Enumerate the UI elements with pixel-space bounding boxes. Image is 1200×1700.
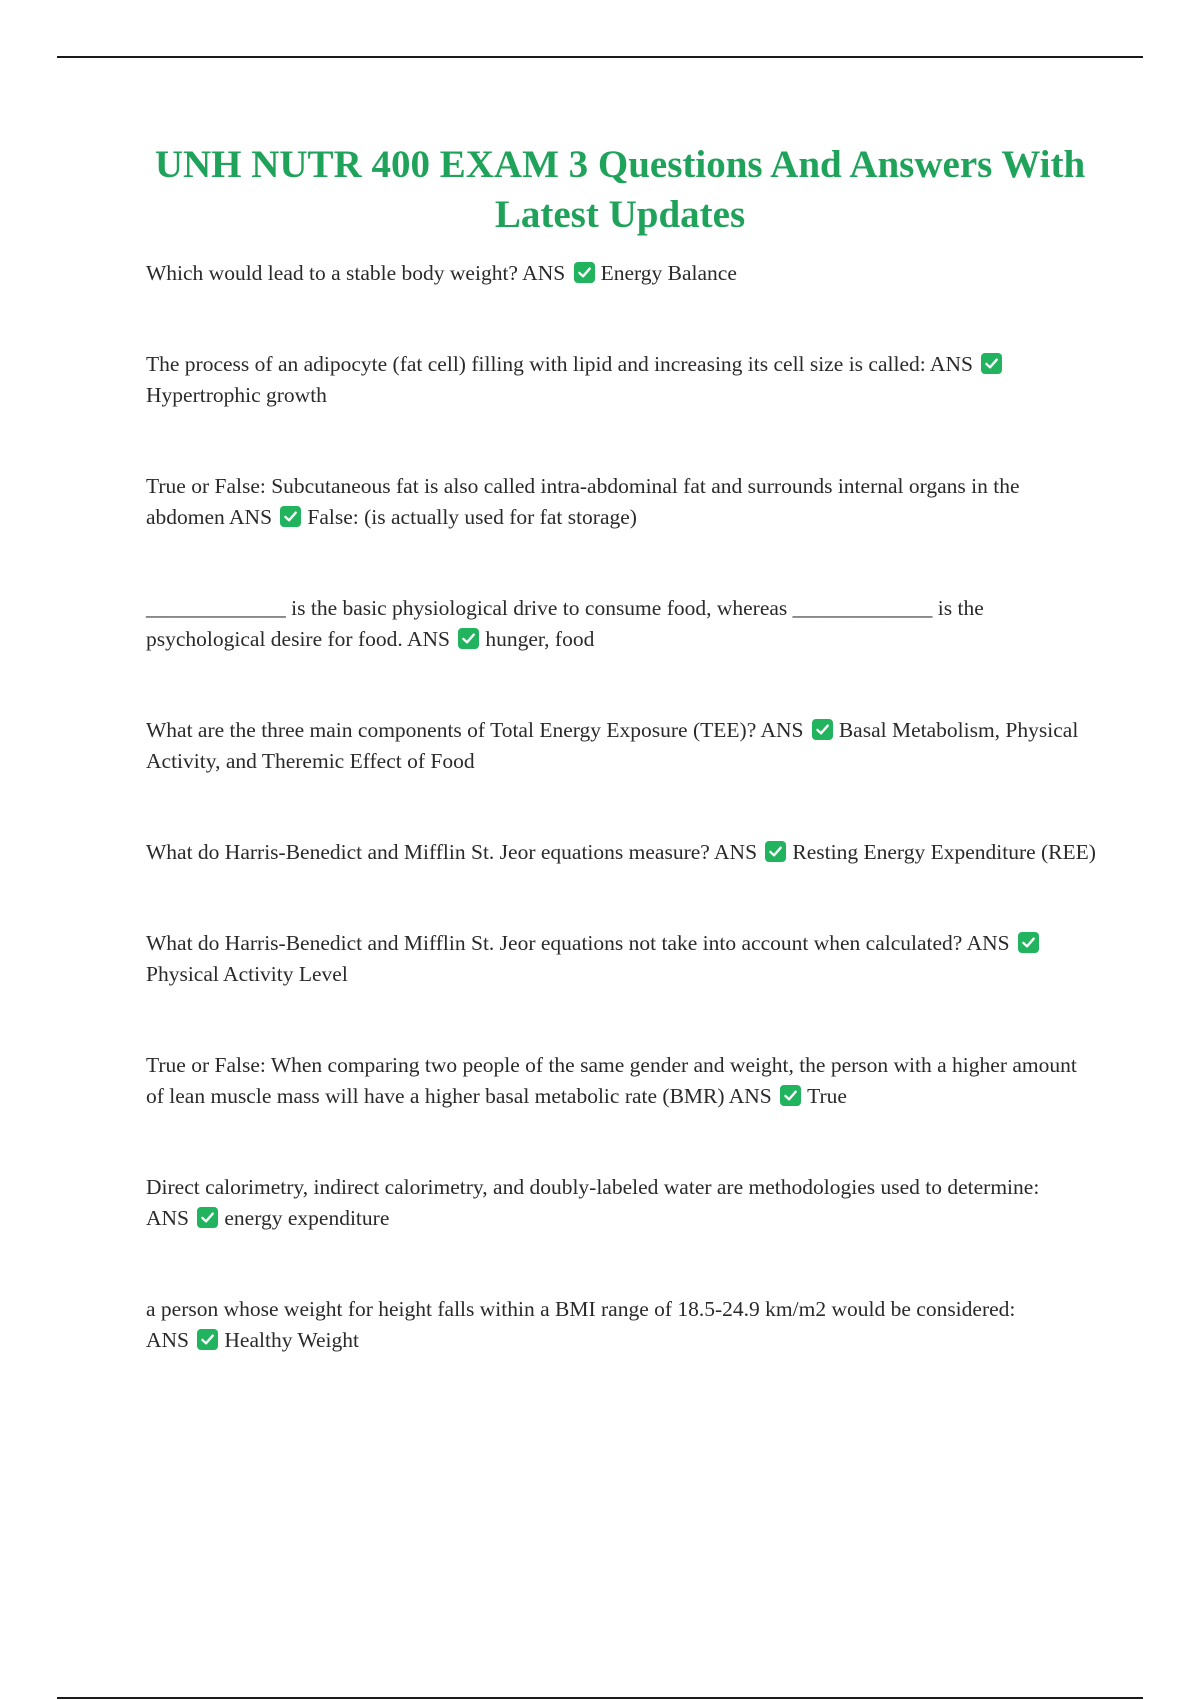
- answer-marker: ANS: [728, 1084, 772, 1108]
- check-mark-icon: [780, 1085, 801, 1106]
- answer-text: Hypertrophic growth: [146, 383, 327, 407]
- answer-marker: ANS: [229, 505, 273, 529]
- answer-text: hunger, food: [485, 627, 595, 651]
- answer-text: False: (is actually used for fat storage): [307, 505, 637, 529]
- answer-marker: ANS: [760, 718, 804, 742]
- qa-item-9: [146, 1172, 1096, 1234]
- answer-text: energy expenditure: [224, 1206, 390, 1230]
- qa-item-6: [146, 837, 1096, 868]
- check-mark-icon: [981, 353, 1002, 374]
- qa-list: [146, 258, 1096, 1356]
- check-mark-icon: [765, 841, 786, 862]
- qa-item-3: [146, 471, 1096, 533]
- question-text: What are the three main components of Total Energy Exposure (TEE)?: [146, 718, 757, 742]
- check-mark-icon: [574, 262, 595, 283]
- qa-item-5: [146, 715, 1096, 777]
- qa-item-8: [146, 1050, 1096, 1112]
- qa-item-2: [146, 349, 1096, 411]
- answer-text: Physical Activity Level: [146, 962, 348, 986]
- check-mark-icon: [458, 628, 479, 649]
- question-text: What do Harris-Benedict and Mifflin St. Jeor equations not take into account when calculated?: [146, 931, 963, 955]
- answer-marker: ANS: [522, 261, 566, 285]
- check-mark-icon: [280, 506, 301, 527]
- answer-text: True: [807, 1084, 847, 1108]
- answer-marker: ANS: [146, 1328, 190, 1352]
- answer-marker: ANS: [146, 1206, 190, 1230]
- bottom-rule: [57, 1697, 1143, 1699]
- answer-marker: ANS: [714, 840, 758, 864]
- qa-item-1: [146, 258, 1096, 289]
- qa-item-7: [146, 928, 1096, 990]
- answer-text: Resting Energy Expenditure (REE): [792, 840, 1096, 864]
- answer-marker: ANS: [966, 931, 1010, 955]
- check-mark-icon: [1018, 932, 1039, 953]
- answer-text: Basal Metabolism, Physical Activity, and Theremic Effect of Food: [146, 718, 1079, 773]
- question-text: Direct calorimetry, indirect calorimetry, and doubly-labeled water are methodologies used to determine:: [146, 1175, 1040, 1199]
- qa-item-4: [146, 593, 1096, 655]
- check-mark-icon: [197, 1329, 218, 1350]
- question-text: _____________ is the basic physiological drive to consume food, whereas _____________ is the psychological desire for food.: [146, 596, 984, 651]
- page-title: UNH NUTR 400 EXAM 3 Questions And Answers With Latest Updates: [154, 143, 1086, 236]
- answer-text: Healthy Weight: [224, 1328, 359, 1352]
- question-text: Which would lead to a stable body weight?: [146, 261, 518, 285]
- top-rule: [57, 56, 1143, 58]
- answer-marker: ANS: [929, 352, 973, 376]
- question-text: a person whose weight for height falls within a BMI range of 18.5-24.9 km/m2 would be considered:: [146, 1297, 1016, 1321]
- check-mark-icon: [812, 719, 833, 740]
- answer-text: Energy Balance: [600, 261, 737, 285]
- check-mark-icon: [197, 1207, 218, 1228]
- question-text: What do Harris-Benedict and Mifflin St. Jeor equations measure?: [146, 840, 710, 864]
- question-text: True or False: Subcutaneous fat is also called intra-abdominal fat and surrounds internal organs in the abdomen: [146, 474, 1020, 529]
- answer-marker: ANS: [406, 627, 450, 651]
- question-text: True or False: When comparing two people of the same gender and weight, the person with a higher amount of lean muscle mass will have a higher basal metabolic rate (BMR): [146, 1053, 1077, 1108]
- qa-item-10: [146, 1294, 1096, 1356]
- question-text: The process of an adipocyte (fat cell) filling with lipid and increasing its cell size is called:: [146, 352, 926, 376]
